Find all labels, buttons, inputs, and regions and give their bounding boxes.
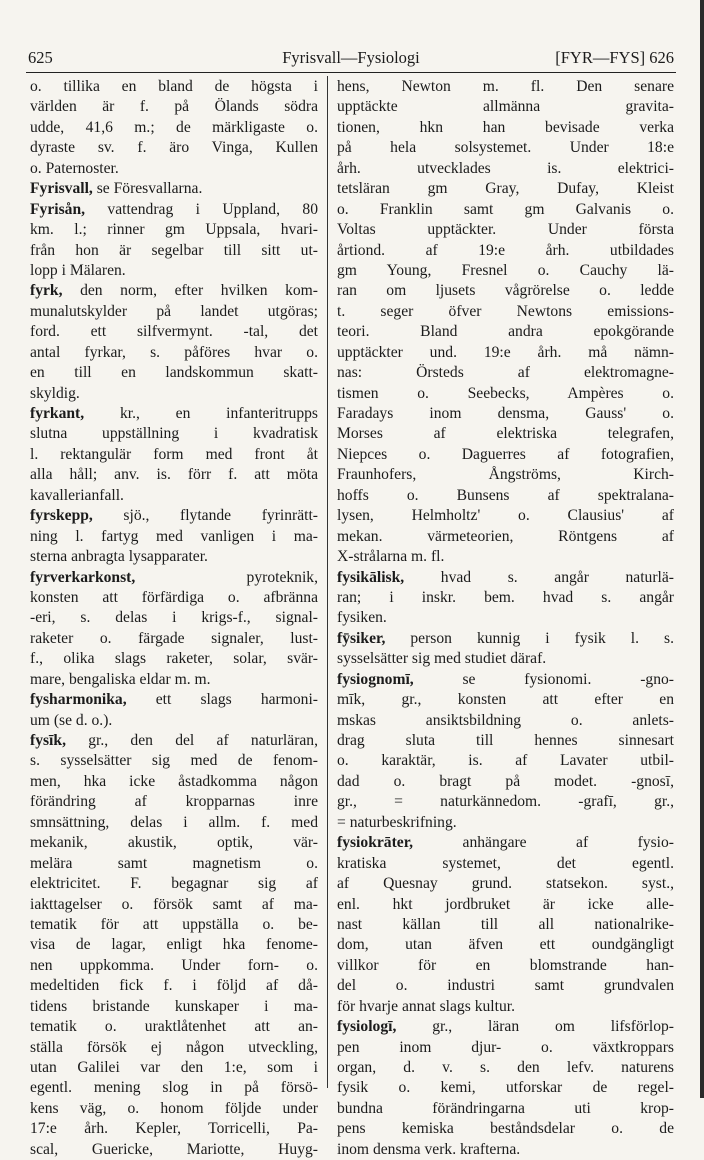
right-column-line xyxy=(337,404,674,424)
left-column-line xyxy=(30,1119,318,1139)
right-column-line xyxy=(337,915,674,935)
left-column-line xyxy=(30,547,318,567)
left-column-line xyxy=(30,895,318,915)
left-column-line xyxy=(30,1038,318,1058)
line-text: visa de lagar, enligt hka fenome- xyxy=(30,936,318,954)
left-column-line xyxy=(30,1058,318,1078)
right-column-line xyxy=(337,608,674,628)
line-text: bundna förändringarna uti krop- xyxy=(337,1099,674,1117)
right-column-line xyxy=(337,997,674,1017)
line-text: udde, 41,6 m.; de märkligaste o. xyxy=(30,118,318,136)
right-column-line xyxy=(337,363,674,383)
right-column-line xyxy=(337,445,674,465)
right-column-line xyxy=(337,670,674,690)
right-column-line xyxy=(337,1099,674,1119)
left-column-line xyxy=(30,159,318,179)
line-text: nast källan till all nationalrike- xyxy=(337,915,674,933)
right-column-line xyxy=(337,159,674,179)
line-text: årtiond. af 19:e årh. utbildades xyxy=(337,241,674,259)
right-column-line xyxy=(337,833,674,853)
right-column-line xyxy=(337,97,674,117)
line-text: världen är f. på Ölands södra xyxy=(30,98,318,116)
left-column-line xyxy=(30,792,318,812)
left-column-line xyxy=(30,568,318,588)
headword: fyrk, xyxy=(30,282,63,300)
line-text: o. tillika en bland de högsta i xyxy=(30,78,318,95)
line-text: hvad s. angår naturlä- xyxy=(404,568,674,586)
line-text: lysen, Helmholtz' o. Clausius' af xyxy=(337,507,674,525)
line-text: tionen, hkn han bevisade verka xyxy=(337,118,674,136)
right-column-line xyxy=(337,751,674,771)
line-text: mīk, gr., konsten att efter en xyxy=(337,691,674,709)
right-column-line xyxy=(337,711,674,731)
left-column-line xyxy=(30,588,318,608)
right-column-line xyxy=(337,588,674,608)
headword: fyrkant, xyxy=(30,405,85,422)
right-column-line xyxy=(337,322,674,342)
headword: fyrskepp, xyxy=(30,507,93,525)
right-column-line xyxy=(337,1058,674,1078)
line-text: sysselsätter sig med studiet däraf. xyxy=(337,650,547,668)
line-text: person kunnig i fysik l. s. xyxy=(385,629,674,647)
line-text: melära samt magnetism o. xyxy=(30,854,318,872)
page-header xyxy=(28,48,674,70)
line-text: -eri, s. delas i krigs-f., signal- xyxy=(30,609,318,627)
right-column-line xyxy=(337,281,674,301)
right-column-line xyxy=(337,1017,674,1037)
line-text: vattendrag i Uppland, 80 xyxy=(85,200,318,218)
left-column-line xyxy=(30,731,318,751)
line-text: tematik o. uraktlåtenhet att an- xyxy=(30,1018,318,1036)
left-column-line xyxy=(30,384,318,404)
line-text: tematik för att uppställa o. be- xyxy=(30,915,318,933)
right-column-line xyxy=(337,690,674,710)
left-column-line xyxy=(30,608,318,628)
right-column-line xyxy=(337,976,674,996)
right-column-line xyxy=(337,772,674,792)
left-column-line xyxy=(30,302,318,322)
line-text: förändring af kropparnas inre xyxy=(30,793,318,811)
line-text: Voltas upptäckter. Under första xyxy=(337,221,674,239)
left-column-line xyxy=(30,77,318,97)
line-text: anhängare af fysio- xyxy=(413,834,674,852)
left-column-line xyxy=(30,363,318,383)
right-column-line xyxy=(337,384,674,404)
line-text: = naturbeskrifning. xyxy=(337,813,457,831)
line-text: o. Paternoster. xyxy=(30,159,119,177)
line-text: Niepces o. Daguerres af fotografien, xyxy=(337,445,674,463)
left-column-line xyxy=(30,813,318,833)
headword: fysīk, xyxy=(30,732,66,749)
page-number-right: [FYR—FYS] 626 xyxy=(555,48,674,67)
left-column-line xyxy=(30,751,318,771)
line-text: hoffs o. Bunsens af spektralana- xyxy=(337,486,674,504)
left-column-line xyxy=(30,261,318,281)
line-text: upptäckte allmänna gravita- xyxy=(337,98,674,116)
left-column-line xyxy=(30,179,318,199)
line-text: X-strålarna m. fl. xyxy=(337,548,445,566)
line-text: men, hka icke åstadkomma någon xyxy=(30,772,318,790)
headword: fȳsiker, xyxy=(337,629,386,647)
line-text: utan Galilei var den 1:e, som i xyxy=(30,1059,318,1076)
right-column-line xyxy=(337,200,674,220)
line-text: gr., = naturkännedom. -grafī, gr., xyxy=(337,793,674,811)
line-text: ning l. fartyg med vanligen i ma- xyxy=(30,527,318,545)
left-column-line xyxy=(30,833,318,853)
line-text: ran; i inskr. bem. hvad s. angår xyxy=(337,588,674,606)
left-column-line xyxy=(30,956,318,976)
left-column-line xyxy=(30,690,318,710)
line-text: alla håll; anv. is. förr f. att möta xyxy=(30,466,318,484)
line-text: t. seger öfver Newtons emissions- xyxy=(337,302,674,320)
line-text: för hvarje annat slags kultur. xyxy=(337,997,515,1015)
headword: fysiokrāter, xyxy=(337,834,414,852)
left-column-line xyxy=(30,200,318,220)
line-text: f., olika slags raketer, solar, svär- xyxy=(30,650,318,668)
line-text: konsten att förfärdiga o. afbränna xyxy=(30,588,318,606)
line-text: se Föresvallarna. xyxy=(92,180,203,198)
line-text: scal, Guericke, Mariotte, Huyg- xyxy=(30,1140,318,1158)
right-column-line xyxy=(337,731,674,751)
line-text: af Quesnay grund. statsekon. syst., xyxy=(337,875,674,893)
line-text: inom densma verk. krafterna. xyxy=(337,1140,521,1158)
headword: fysharmonika, xyxy=(30,691,127,709)
line-text: ran om ljusets vågrörelse o. ledde xyxy=(337,282,674,300)
line-text: fysiken. xyxy=(337,609,387,627)
left-column-line xyxy=(30,772,318,792)
headword: Fyrisvall, xyxy=(30,180,93,198)
headword: Fyrisån, xyxy=(30,200,86,218)
left-column-line xyxy=(30,281,318,301)
right-column-line xyxy=(337,241,674,261)
line-text: upptäckter und. 19:e årh. må nämn- xyxy=(337,343,674,361)
right-column-line xyxy=(337,486,674,506)
line-text: ford. ett silfvermynt. -tal, det xyxy=(30,323,318,341)
page-number-left: 625 xyxy=(28,48,53,67)
line-text: gm Young, Fresnel o. Cauchy lä- xyxy=(337,261,674,279)
line-text: pen inom djur- o. växtkroppars xyxy=(337,1038,674,1056)
line-text: tidens bristande kunskaper i ma- xyxy=(30,997,318,1015)
headword: fysiognomī, xyxy=(337,670,414,688)
line-text: hens, Newton m. fl. Den senare xyxy=(337,78,674,95)
right-column-line xyxy=(337,874,674,894)
left-column-line xyxy=(30,1078,318,1098)
right-column-line xyxy=(337,1140,674,1160)
line-text: um (se d. o.). xyxy=(30,711,113,729)
right-column xyxy=(337,77,674,1160)
left-column-line xyxy=(30,670,318,690)
left-column-line xyxy=(30,527,318,547)
right-column-line xyxy=(337,424,674,444)
left-column-line xyxy=(30,915,318,935)
left-column-line xyxy=(30,343,318,363)
line-text: s. sysselsätter sig med de fenom- xyxy=(30,752,318,770)
line-text: 17:e årh. Kepler, Torricelli, Pa- xyxy=(30,1120,318,1138)
line-text: egentl. mening slog in på försö- xyxy=(30,1079,318,1097)
left-column-line xyxy=(30,118,318,138)
line-text: nen uppkomma. Under forn- o. xyxy=(30,956,318,974)
line-text: gr., läran om lifsförlop- xyxy=(396,1018,674,1036)
line-text: kavallerianfall. xyxy=(30,486,124,504)
column-divider xyxy=(327,76,328,1088)
left-column-line xyxy=(30,976,318,996)
headword: fysiologī, xyxy=(337,1018,397,1036)
line-text: l. rektangulär form med front åt xyxy=(30,445,318,463)
right-column-line xyxy=(337,649,674,669)
line-text: o. Franklin samt gm Galvanis o. xyxy=(337,200,674,218)
headword: fyrverkarkonst, xyxy=(30,568,136,586)
line-text: enl. hkt jordbruket är icke alle- xyxy=(337,895,674,913)
line-text: mare, bengaliska eldar m. m. xyxy=(30,670,211,688)
right-column-line xyxy=(337,547,674,567)
right-column-line xyxy=(337,935,674,955)
left-column-line xyxy=(30,465,318,485)
line-text: lopp i Mälaren. xyxy=(30,261,126,279)
right-column-line xyxy=(337,854,674,874)
header-rule xyxy=(26,72,676,73)
line-text: mskas ansiktsbildning o. anlets- xyxy=(337,711,674,729)
right-column-line xyxy=(337,629,674,649)
left-column-line xyxy=(30,1140,318,1160)
line-text: en till en landskommun skatt- xyxy=(30,364,318,382)
line-text: fysik o. kemi, utforskar de regel- xyxy=(337,1079,674,1097)
left-column-line xyxy=(30,506,318,526)
right-column-line xyxy=(337,465,674,485)
line-text: Faradays inom densma, Gauss' o. xyxy=(337,405,674,422)
line-text: på hela solsystemet. Under 18:e xyxy=(337,139,674,157)
line-text: antal fyrkar, s. påföres hvar o. xyxy=(30,343,318,361)
line-text: pyroteknik, xyxy=(135,568,318,586)
line-text: årh. utvecklades is. elektrici- xyxy=(337,159,674,177)
right-column-line xyxy=(337,343,674,363)
line-text: skyldig. xyxy=(30,384,80,402)
line-text: tismen o. Seebecks, Ampères o. xyxy=(337,384,674,402)
scan-edge xyxy=(700,0,704,1098)
right-column-line xyxy=(337,506,674,526)
left-column-line xyxy=(30,404,318,424)
line-text: medeltiden fick f. i följd af då- xyxy=(30,977,318,995)
line-text: smnsättning, delas i allm. f. med xyxy=(30,813,318,831)
right-column-line xyxy=(337,527,674,547)
line-text: ställa försök ej någon utveckling, xyxy=(30,1038,318,1056)
left-column-line xyxy=(30,997,318,1017)
left-column-line xyxy=(30,649,318,669)
left-column-line xyxy=(30,1017,318,1037)
line-text: mekan. värmeteorien, Röntgens af xyxy=(337,527,674,545)
line-text: teori. Bland andra epokgörande xyxy=(337,323,674,341)
line-text: elektricitet. F. begagnar sig af xyxy=(30,875,318,893)
line-text: drag sluta till hennes sinnesart xyxy=(337,732,674,749)
left-column-line xyxy=(30,97,318,117)
left-column-line xyxy=(30,629,318,649)
left-column-line xyxy=(30,138,318,158)
line-text: dom, utan äfven ett oundgängligt xyxy=(337,936,674,954)
left-column-line xyxy=(30,220,318,240)
right-column-line xyxy=(337,895,674,915)
right-column-line xyxy=(337,118,674,138)
right-column-line xyxy=(337,302,674,322)
left-column-line xyxy=(30,241,318,261)
running-title: Fyrisvall—Fysiologi xyxy=(282,48,420,67)
right-column-line xyxy=(337,568,674,588)
line-text: kens väg, o. honom följde under xyxy=(30,1099,318,1117)
line-text: munalutskylder på landet utgöras; xyxy=(30,302,318,320)
line-text: villkor för en blomstrande han- xyxy=(337,956,674,974)
right-column-line xyxy=(337,1119,674,1139)
left-column-line xyxy=(30,854,318,874)
left-column-line xyxy=(30,935,318,955)
left-column-line xyxy=(30,445,318,465)
line-text: kratiska systemet, det egentl. xyxy=(337,854,674,872)
line-text: sjö., flytande fyrinrätt- xyxy=(92,507,318,525)
line-text: tetsläran gm Gray, Dufay, Kleist xyxy=(337,180,674,198)
left-column-line xyxy=(30,486,318,506)
right-column-line xyxy=(337,813,674,833)
left-column-line xyxy=(30,322,318,342)
right-column-line xyxy=(337,1038,674,1058)
line-text: ett slags harmoni- xyxy=(126,691,318,709)
line-text: dyraste sv. f. äro Vinga, Kullen xyxy=(30,139,318,157)
line-text: dad o. bragt på modet. -gnosī, xyxy=(337,772,674,790)
right-column-line xyxy=(337,792,674,812)
line-text: o. karaktär, is. af Lavater utbil- xyxy=(337,752,674,770)
left-column-line xyxy=(30,874,318,894)
left-column-line xyxy=(30,1099,318,1119)
line-text: organ, d. v. s. den lefv. naturens xyxy=(337,1059,674,1076)
right-column-line xyxy=(337,179,674,199)
line-text: iakttagelser o. försök samt af ma- xyxy=(30,895,318,913)
line-text: gr., den del af naturläran, xyxy=(65,732,318,749)
line-text: slutna uppställning i kvadratisk xyxy=(30,425,318,443)
left-column xyxy=(30,77,318,1160)
right-column-line xyxy=(337,138,674,158)
headword: fysikālisk, xyxy=(337,568,405,586)
line-text: mekanik, akustik, optik, vär- xyxy=(30,834,318,852)
right-column-line xyxy=(337,220,674,240)
line-text: nas: Örsteds af elektromagne- xyxy=(337,364,674,382)
line-text: del o. industri samt grundvalen xyxy=(337,977,674,995)
line-text: sterna anbragta lysapparater. xyxy=(30,548,208,566)
line-text: från hon är segelbar till sitt ut- xyxy=(30,241,318,259)
left-column-line xyxy=(30,424,318,444)
line-text: Fraunhofers, Ångströms, Kirch- xyxy=(337,466,674,484)
line-text: km. l.; rinner gm Uppsala, hvari- xyxy=(30,221,318,239)
line-text: se fysionomi. -gno- xyxy=(413,670,674,688)
right-column-line xyxy=(337,77,674,97)
line-text: pens kemiska beståndsdelar o. de xyxy=(337,1120,674,1138)
line-text: raketer o. färgade signaler, lust- xyxy=(30,629,318,647)
right-column-line xyxy=(337,956,674,976)
right-column-line xyxy=(337,261,674,281)
left-column-line xyxy=(30,711,318,731)
line-text: kr., en infanteritrupps xyxy=(84,405,318,422)
line-text: Morses af elektriska telegrafen, xyxy=(337,425,674,443)
line-text: den norm, efter hvilken kom- xyxy=(62,282,318,300)
right-column-line xyxy=(337,1078,674,1098)
